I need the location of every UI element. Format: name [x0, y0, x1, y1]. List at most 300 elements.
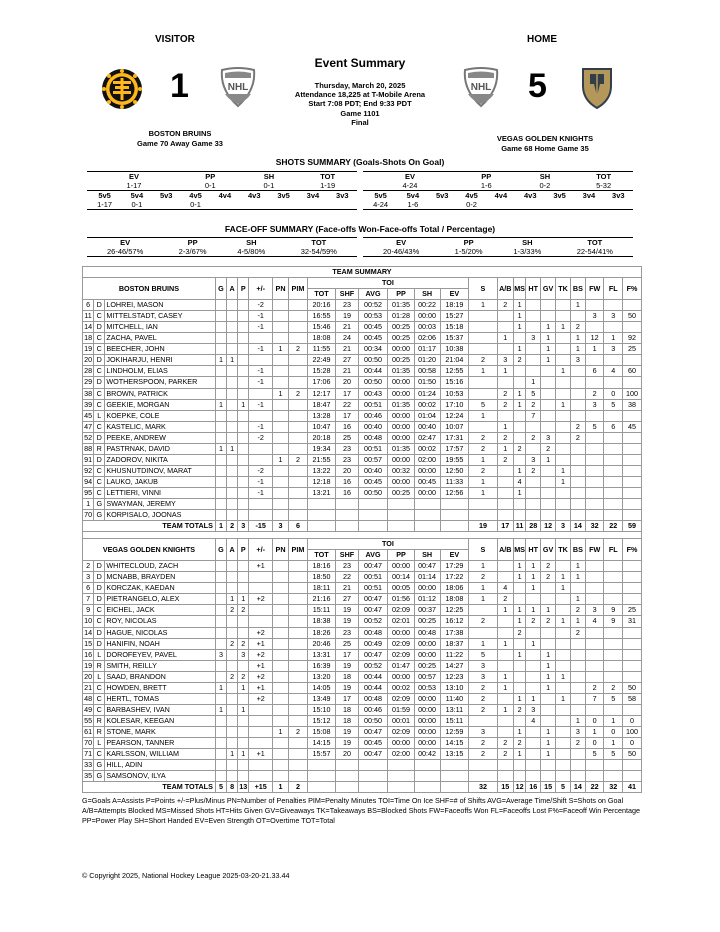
stat-cell	[215, 726, 226, 737]
player-row	[83, 388, 642, 399]
stat-cell	[570, 704, 585, 715]
player-name: KOEPKE, COLE	[105, 410, 216, 421]
stat-cell: 22	[336, 572, 358, 583]
stat-cell	[272, 616, 288, 627]
stat-cell	[585, 443, 604, 454]
stat-cell: 0	[604, 388, 623, 399]
stat-cell: 13:11	[440, 704, 469, 715]
stat-cell	[469, 344, 498, 355]
player-position: R	[94, 660, 105, 671]
stat-cell	[238, 300, 249, 311]
stat-cell	[249, 498, 273, 509]
stat-cell	[585, 432, 604, 443]
stat-cell: 18:08	[307, 333, 336, 344]
player-name: SWAYMAN, JEREMY	[105, 498, 216, 509]
stat-cell: 2	[469, 572, 498, 583]
stat-cell	[272, 498, 288, 509]
stat-cell	[307, 510, 336, 521]
faceoff-summary-title: FACE-OFF SUMMARY (Face-offs Won-Face-offs Total / Percentage)	[224, 224, 496, 234]
stat-cell: 17:38	[440, 627, 469, 638]
stat-cell	[336, 498, 358, 509]
stat-cell	[469, 715, 498, 726]
stat-cell	[623, 561, 642, 572]
team-total-value: 1	[272, 782, 288, 793]
stat-cell	[272, 704, 288, 715]
team-total-value: 6	[289, 521, 308, 532]
stat-cell	[556, 704, 571, 715]
stat-cell: 1	[513, 344, 525, 355]
column-header: PIM	[289, 539, 308, 561]
visitor-team-name: BOSTON BRUINS	[148, 129, 212, 138]
team-total-value: 5	[215, 782, 226, 793]
player-number: 52	[84, 432, 93, 442]
player-name: KARLSSON, WILLIAM	[105, 749, 216, 760]
stat-cell: +2	[249, 671, 273, 682]
stat-cell	[585, 510, 604, 521]
stat-cell	[585, 322, 604, 333]
stat-cell: 00:48	[358, 432, 388, 443]
player-row	[83, 300, 642, 311]
stat-cell	[336, 760, 358, 771]
stat-cell	[585, 594, 604, 605]
shots-sub-value	[152, 200, 181, 210]
player-number: 49	[84, 704, 93, 714]
column-header: FW	[585, 278, 604, 300]
stat-cell: 18	[336, 704, 358, 715]
stat-cell: 1	[215, 704, 226, 715]
stat-cell	[215, 333, 226, 344]
stat-cell: 22	[336, 399, 358, 410]
stat-cell	[238, 355, 249, 366]
shots-group-header: PP	[205, 172, 216, 181]
stat-cell	[585, 355, 604, 366]
stat-cell: 01:17	[414, 344, 440, 355]
stat-cell: 00:45	[358, 322, 388, 333]
stat-cell	[556, 355, 571, 366]
stat-cell: 00:00	[414, 583, 440, 594]
stat-cell	[215, 487, 226, 498]
shots-summary-title: SHOTS SUMMARY (Goals-Shots On Goal)	[275, 157, 445, 167]
stat-cell	[272, 510, 288, 521]
faceoff-summary-home	[363, 237, 633, 257]
stat-cell: 1	[497, 366, 513, 377]
player-name: PIETRANGELO, ALEX	[105, 594, 216, 605]
stat-cell	[570, 510, 585, 521]
shots-sub-header: 4v5	[465, 191, 478, 200]
stat-cell: 17	[336, 410, 358, 421]
stat-cell	[227, 410, 238, 421]
stat-cell: 1	[513, 487, 525, 498]
stat-cell: 15:27	[440, 311, 469, 322]
stat-cell: -1	[249, 399, 273, 410]
stat-cell: 1	[238, 704, 249, 715]
stat-cell: 1	[469, 366, 498, 377]
player-position: G	[94, 510, 105, 521]
player-row	[83, 616, 642, 627]
stat-cell: 1	[215, 443, 226, 454]
stat-cell	[623, 594, 642, 605]
faceoff-header: EV	[396, 238, 407, 247]
stat-cell	[556, 333, 571, 344]
stat-cell: 2	[497, 388, 513, 399]
stat-cell	[570, 771, 585, 782]
stat-cell: 5	[469, 649, 498, 660]
stat-cell	[541, 300, 556, 311]
stat-cell: 01:50	[414, 377, 440, 388]
visitor-header-row-top	[83, 278, 642, 289]
stat-cell	[526, 594, 541, 605]
stat-cell	[289, 760, 308, 771]
team-total-value: 1	[215, 521, 226, 532]
stat-cell: 50	[623, 749, 642, 760]
stat-cell	[238, 616, 249, 627]
stat-cell: 2	[570, 627, 585, 638]
stat-cell	[215, 760, 226, 771]
stat-cell	[289, 476, 308, 487]
stat-cell: 18:37	[440, 638, 469, 649]
stat-cell	[215, 300, 226, 311]
stat-cell: 20	[336, 465, 358, 476]
player-position: L	[94, 671, 105, 682]
column-header: +/-	[249, 539, 273, 561]
stat-cell: 19:34	[307, 443, 336, 454]
stat-cell: 13:49	[307, 693, 336, 704]
stat-cell: 25	[336, 638, 358, 649]
stat-cell: 2	[526, 465, 541, 476]
stat-cell: 5	[604, 399, 623, 410]
stat-cell	[570, 749, 585, 760]
shots-group-value: 0-1	[181, 181, 240, 191]
stat-cell	[526, 649, 541, 660]
stat-cell: 1	[497, 638, 513, 649]
stat-cell	[513, 366, 525, 377]
stat-cell	[604, 572, 623, 583]
stat-cell	[604, 671, 623, 682]
player-number: 92	[84, 465, 93, 475]
stat-cell: 1	[513, 726, 525, 737]
player-number: 61	[84, 726, 93, 736]
player-position: C	[94, 605, 105, 616]
stat-cell	[272, 649, 288, 660]
stat-cell	[604, 443, 623, 454]
team-total-value: 3	[556, 521, 571, 532]
shots-sub-value	[516, 200, 545, 210]
shots-sub-header: 4v5	[189, 191, 202, 200]
stat-cell	[623, 487, 642, 498]
stat-cell: 20:16	[307, 300, 336, 311]
stat-cell	[541, 771, 556, 782]
stat-cell	[215, 454, 226, 465]
player-name: BEECHER, JOHN	[105, 344, 216, 355]
column-header: G	[215, 539, 226, 561]
player-name: MCNABB, BRAYDEN	[105, 572, 216, 583]
stat-cell	[227, 616, 238, 627]
stat-cell	[227, 771, 238, 782]
player-number: 39	[84, 399, 93, 409]
stat-cell	[497, 498, 513, 509]
stat-cell	[215, 465, 226, 476]
stat-cell: 1	[513, 561, 525, 572]
stat-cell: 14:15	[307, 737, 336, 748]
player-position: G	[94, 771, 105, 782]
stat-cell	[249, 410, 273, 421]
stat-cell	[556, 432, 571, 443]
stat-cell	[604, 594, 623, 605]
stat-cell: +1	[249, 660, 273, 671]
stat-cell	[497, 344, 513, 355]
player-number: 6	[83, 300, 94, 311]
player-number: 38	[84, 388, 93, 398]
shots-sub-header: 5v5	[98, 191, 111, 200]
stat-cell: 27	[336, 594, 358, 605]
player-row	[83, 715, 642, 726]
player-name: KORCZAK, KAEDAN	[105, 583, 216, 594]
stat-cell: 100	[623, 726, 642, 737]
stat-cell: 00:22	[414, 300, 440, 311]
shots-sub-value: 1-17	[87, 200, 122, 210]
stat-cell	[227, 366, 238, 377]
player-row	[83, 583, 642, 594]
player-row	[83, 693, 642, 704]
stat-cell: 1	[513, 388, 525, 399]
column-header: F%	[623, 539, 642, 561]
stat-cell	[541, 583, 556, 594]
stat-cell	[272, 311, 288, 322]
player-position: D	[94, 638, 105, 649]
visitor-game-number: Game 70 Away Game 33	[137, 138, 223, 148]
stat-cell: 18	[336, 715, 358, 726]
player-position: D	[94, 300, 105, 311]
stat-cell	[623, 627, 642, 638]
stat-cell: 2	[469, 704, 498, 715]
player-row	[83, 366, 642, 377]
stat-cell: 00:45	[358, 737, 388, 748]
stat-cell: 00:40	[358, 421, 388, 432]
shots-sub-header: 3v5	[277, 191, 290, 200]
stat-cell: 15:11	[307, 605, 336, 616]
stat-cell: 1	[272, 454, 288, 465]
stat-cell	[272, 443, 288, 454]
column-header: BS	[570, 539, 585, 561]
stat-cell	[289, 605, 308, 616]
stat-cell	[272, 715, 288, 726]
home-score: 5	[528, 67, 547, 105]
stat-cell	[272, 465, 288, 476]
stat-cell	[238, 726, 249, 737]
stat-cell: 1	[541, 726, 556, 737]
stat-cell	[526, 322, 541, 333]
stat-cell: 00:00	[414, 638, 440, 649]
stat-cell: 00:48	[414, 627, 440, 638]
team-totals-row	[83, 782, 642, 793]
stat-cell	[513, 510, 525, 521]
stat-cell	[272, 605, 288, 616]
stat-cell: 10:47	[307, 421, 336, 432]
stat-cell: 00:02	[414, 399, 440, 410]
player-position: C	[94, 682, 105, 693]
stat-cell	[513, 583, 525, 594]
stat-cell: 00:00	[388, 432, 414, 443]
stat-cell	[623, 377, 642, 388]
stat-cell: 00:47	[358, 605, 388, 616]
stat-cell	[215, 311, 226, 322]
stat-cell	[556, 605, 571, 616]
stat-cell: 92	[623, 333, 642, 344]
stat-cell: 11:55	[307, 344, 336, 355]
stat-cell: 1	[215, 682, 226, 693]
stat-cell: 31	[623, 616, 642, 627]
stat-cell	[227, 627, 238, 638]
player-name: PEEKE, ANDREW	[105, 432, 216, 443]
faceoff-summary-visitor	[87, 237, 357, 257]
stat-cell	[414, 760, 440, 771]
visitor-score: 1	[170, 67, 189, 105]
stat-cell: 1	[238, 749, 249, 760]
stat-cell	[215, 671, 226, 682]
team-total-value: 8	[227, 782, 238, 793]
column-header: F%	[623, 278, 642, 300]
stat-cell	[272, 682, 288, 693]
stat-cell	[272, 432, 288, 443]
shots-sub-value	[604, 200, 633, 210]
player-position: C	[94, 487, 105, 498]
stat-cell: 2	[604, 682, 623, 693]
stat-cell	[585, 572, 604, 583]
player-row	[83, 399, 642, 410]
stat-cell	[227, 377, 238, 388]
shots-sub-header: 3v3	[612, 191, 625, 200]
stat-cell: 00:49	[358, 638, 388, 649]
copyright: © Copyright 2025, National Hockey League 2025-03-20-21.33.44	[82, 871, 290, 880]
stat-cell	[307, 760, 336, 771]
stat-cell: 00:40	[414, 421, 440, 432]
stat-cell	[526, 355, 541, 366]
stat-cell	[388, 760, 414, 771]
player-name: ZACHA, PAVEL	[105, 333, 216, 344]
stat-cell	[215, 749, 226, 760]
stat-cell: 1	[469, 561, 498, 572]
stat-cell	[227, 561, 238, 572]
stat-cell	[556, 682, 571, 693]
stat-cell: 01:35	[388, 300, 414, 311]
stat-cell	[541, 594, 556, 605]
stat-cell	[215, 410, 226, 421]
stat-cell	[238, 693, 249, 704]
stat-cell: 17:29	[440, 561, 469, 572]
stat-cell	[526, 487, 541, 498]
stat-cell	[469, 388, 498, 399]
team-summary	[82, 266, 642, 793]
stat-cell: 02:09	[388, 693, 414, 704]
stat-cell	[238, 333, 249, 344]
player-number: 3	[83, 572, 94, 583]
stat-cell: 00:14	[388, 572, 414, 583]
player-position: D	[94, 572, 105, 583]
player-row	[83, 561, 642, 572]
player-row	[83, 671, 642, 682]
player-name: KORPISALO, JOONAS	[105, 510, 216, 521]
stat-cell: 2	[238, 638, 249, 649]
team-total-value: -15	[249, 521, 273, 532]
stat-cell	[623, 498, 642, 509]
stat-cell	[289, 682, 308, 693]
player-position: D	[94, 594, 105, 605]
column-header: PP	[388, 550, 414, 561]
stat-cell: 00:50	[358, 487, 388, 498]
stat-cell	[289, 693, 308, 704]
stat-cell	[513, 377, 525, 388]
page-title: Event Summary	[314, 56, 406, 70]
stat-cell	[215, 421, 226, 432]
team-total-value: 22	[585, 782, 604, 793]
stat-cell	[227, 498, 238, 509]
stat-cell	[289, 638, 308, 649]
stat-cell: 2	[497, 399, 513, 410]
column-header: MS	[513, 539, 525, 561]
stat-cell: 1	[526, 583, 541, 594]
shots-sub-value	[545, 200, 574, 210]
stat-cell: 2	[570, 432, 585, 443]
stat-cell: 00:00	[388, 627, 414, 638]
stat-cell	[238, 410, 249, 421]
faceoff-header: TOT	[587, 238, 603, 247]
stat-cell: 1	[513, 399, 525, 410]
column-header: TK	[556, 278, 571, 300]
column-header: A	[227, 539, 238, 561]
stat-cell: 100	[623, 388, 642, 399]
stat-cell: 2	[469, 465, 498, 476]
stat-cell: 00:58	[414, 366, 440, 377]
stat-cell: 17:22	[440, 572, 469, 583]
stat-cell: 1	[570, 715, 585, 726]
stat-cell	[440, 498, 469, 509]
home-header-row-top	[83, 539, 642, 550]
stat-cell: +2	[249, 627, 273, 638]
stat-cell	[227, 344, 238, 355]
stat-cell: 00:40	[358, 465, 388, 476]
stat-cell	[497, 760, 513, 771]
stat-cell	[541, 410, 556, 421]
stat-cell	[513, 333, 525, 344]
stat-cell: 3	[526, 333, 541, 344]
player-number: 7	[83, 594, 94, 605]
shots-sub-value: 4-24	[363, 200, 398, 210]
stat-cell: 00:44	[358, 682, 388, 693]
stat-cell	[513, 715, 525, 726]
stat-cell: 3	[469, 671, 498, 682]
stat-cell: 3	[604, 311, 623, 322]
stat-cell	[249, 572, 273, 583]
stat-cell: 21:04	[440, 355, 469, 366]
player-row	[83, 443, 642, 454]
stat-cell	[497, 616, 513, 627]
stat-cell	[414, 771, 440, 782]
stat-cell: 0	[604, 726, 623, 737]
stat-cell: 2	[469, 432, 498, 443]
shots-sub-value: 0-2	[457, 200, 486, 210]
stat-cell	[289, 627, 308, 638]
stat-cell: 01:35	[388, 443, 414, 454]
stat-cell	[358, 771, 388, 782]
stat-cell	[623, 476, 642, 487]
stat-cell	[469, 377, 498, 388]
stat-cell	[497, 572, 513, 583]
stat-cell	[414, 498, 440, 509]
stat-cell	[513, 421, 525, 432]
stat-cell: 1	[570, 344, 585, 355]
stat-cell: 3	[469, 726, 498, 737]
shots-sub-value: 1-6	[398, 200, 427, 210]
